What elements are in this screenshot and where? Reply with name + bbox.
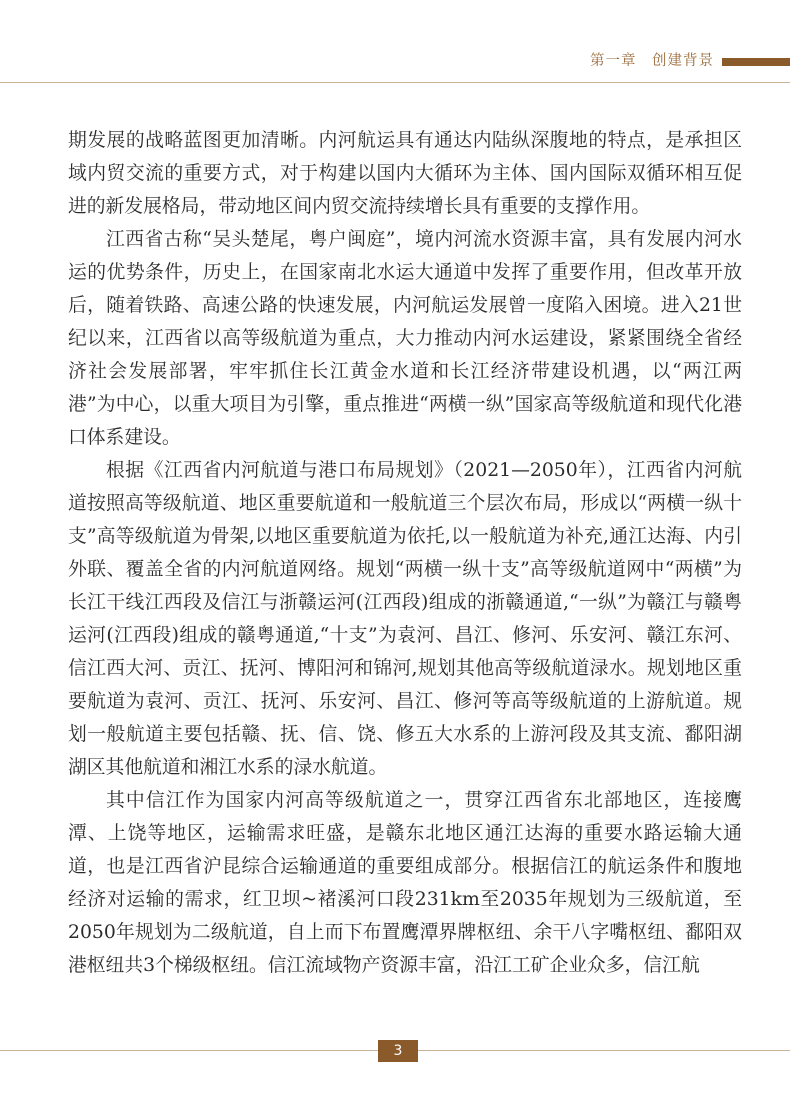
paragraph: 江西省古称“吴头楚尾，粤户闽庭”，境内河流水资源丰富，具有发展内河水运的优势条件，历史上，在国家南北水运大通道中发挥了重要作用，但改革开放后，随着铁路、高速公路的快速发展，内河航运发展曾一度陷入困境。进入21世纪以来，江西省以高等级航道为重点，大力推动内河水运建设，紧紧围绕全省经济社会发展部署，牢牢抓住长江黄金水道和长江经济带建设机遇，以“两江两港”为中心，以重大项目为引擎，重点推进“两横一纵”国家高等级航道和现代化港口体系建设。 — [68, 229, 742, 448]
chapter-title: 第一章 创建背景 — [590, 53, 714, 69]
page-header — [0, 52, 790, 72]
paragraph-continued: 期发展的战略蓝图更加清晰。内河航运具有通达内陆纵深腹地的特点，是承担区域内贸交流的重要方式，对于构建以国内大循环为主体、国内国际双循环相互促进的新发展格局，带动地区间内贸交流持续增长具有重要的支撑作用。 — [68, 130, 742, 217]
page-footer — [0, 1038, 790, 1066]
header-divider — [0, 82, 790, 83]
header-accent-bar — [722, 58, 790, 66]
body-text — [68, 124, 742, 982]
page-number: 3 — [378, 1040, 418, 1062]
paragraph: 根据《江西省内河航道与港口布局规划》（2021—2050年），江西省内河航道按照高等级航道、地区重要航道和一般航道三个层次布局，形成以“两横一纵十支”高等级航道为骨架,以地区重要航道为依托,以一般航道为补充,通江达海、内引外联、覆盖全省的内河航道网络。规划“两横一纵十支”高等级航道网中“两横”为长江干线江西段及信江与浙赣运河(江西段)组成的浙赣通道,“一纵”为赣江与赣粤运河(江西段)组成的赣粤通道,“十支”为袁河、昌江、修河、乐安河、赣江东河、信江西大河、贡江、抚河、博阳河和锦河,规划其他高等级航道渌水。规划地区重要航道为袁河、贡江、抚河、乐安河、昌江、修河等高等级航道的上游航道。规划一般航道主要包括赣、抚、信、饶、修五大水系的上游河段及其支流、鄱阳湖湖区其他航道和湘江水系的渌水航道。 — [68, 460, 742, 778]
paragraph: 其中信江作为国家内河高等级航道之一，贯穿江西省东北部地区，连接鹰潭、上饶等地区，运输需求旺盛，是赣东北地区通江达海的重要水路运输大通道，也是江西省沪昆综合运输通道的重要组成部分。根据信江的航运条件和腹地经济对运输的需求，红卫坝~褚溪河口段231km至2035年规划为三级航道，至2050年规划为二级航道，自上而下布置鹰潭界牌枢纽、余干八字嘴枢纽、鄱阳双港枢纽共3个梯级枢纽。信江流域物产资源丰富，沿江工矿企业众多，信江航 — [68, 790, 742, 976]
